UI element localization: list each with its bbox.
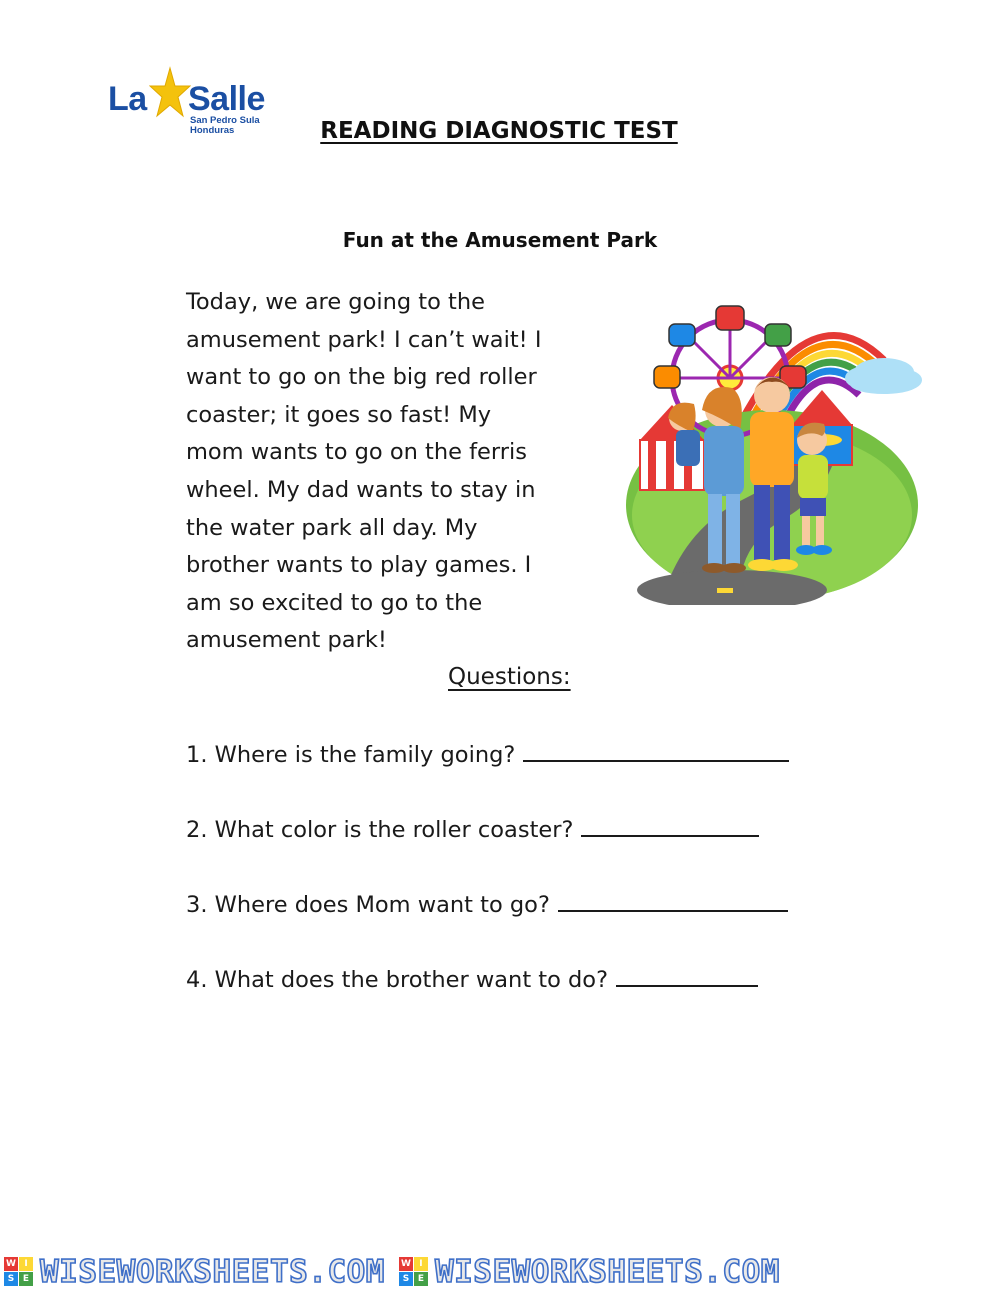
story-line: mom wants to go on the ferris [186, 439, 527, 466]
watermark-text: WISEWORKSHEETS.COM [40, 1253, 385, 1290]
watermark [395, 1254, 780, 1290]
logo-name-la: La [108, 80, 147, 118]
page-title [0, 115, 1000, 144]
question-text: 2. What color is the roller coaster? [186, 817, 574, 843]
answer-blank[interactable] [581, 815, 759, 837]
question-3 [186, 890, 788, 918]
question-2 [186, 815, 759, 843]
question-4 [186, 965, 758, 993]
logo-name-salle: Salle [188, 80, 265, 118]
story-heading: Fun at the Amusement Park [342, 228, 658, 252]
family-at-amusement-park-illustration [622, 300, 922, 605]
page-title-text: READING DIAGNOSTIC TEST [320, 118, 678, 144]
story-line: brother wants to play games. I [186, 552, 532, 579]
watermark-text: WISEWORKSHEETS.COM [434, 1253, 780, 1290]
logo-location-city: San Pedro Sula [190, 115, 260, 126]
story-line: amusement park! [186, 627, 387, 654]
story-line: amusement park! I can’t wait! I [186, 326, 542, 353]
watermark-footer [0, 1252, 1000, 1291]
story-line: am so excited to go to the [186, 589, 483, 616]
logo-location-country: Honduras [190, 125, 235, 136]
story-line: wheel. My dad wants to stay in [186, 476, 536, 503]
watermark-badge-icon: W I S E [399, 1257, 429, 1287]
story-line: coaster; it goes so fast! My [186, 401, 492, 428]
story-text [186, 284, 626, 660]
question-text: 4. What does the brother want to do? [186, 967, 609, 993]
question-text: 3. Where does Mom want to go? [186, 892, 550, 918]
questions-heading: Questions: [448, 664, 571, 690]
watermark [0, 1254, 385, 1290]
star-icon [149, 66, 191, 122]
story-line: Today, we are going to the [186, 289, 485, 315]
answer-blank[interactable] [558, 890, 788, 912]
story-line: want to go on the big red roller [186, 364, 537, 391]
watermark-badge-icon: W I S E [4, 1257, 34, 1287]
question-text: 1. Where is the family going? [186, 742, 516, 768]
question-1 [186, 740, 789, 768]
story-line: the water park all day. My [186, 514, 478, 541]
answer-blank[interactable] [616, 965, 758, 987]
answer-blank[interactable] [523, 740, 789, 762]
